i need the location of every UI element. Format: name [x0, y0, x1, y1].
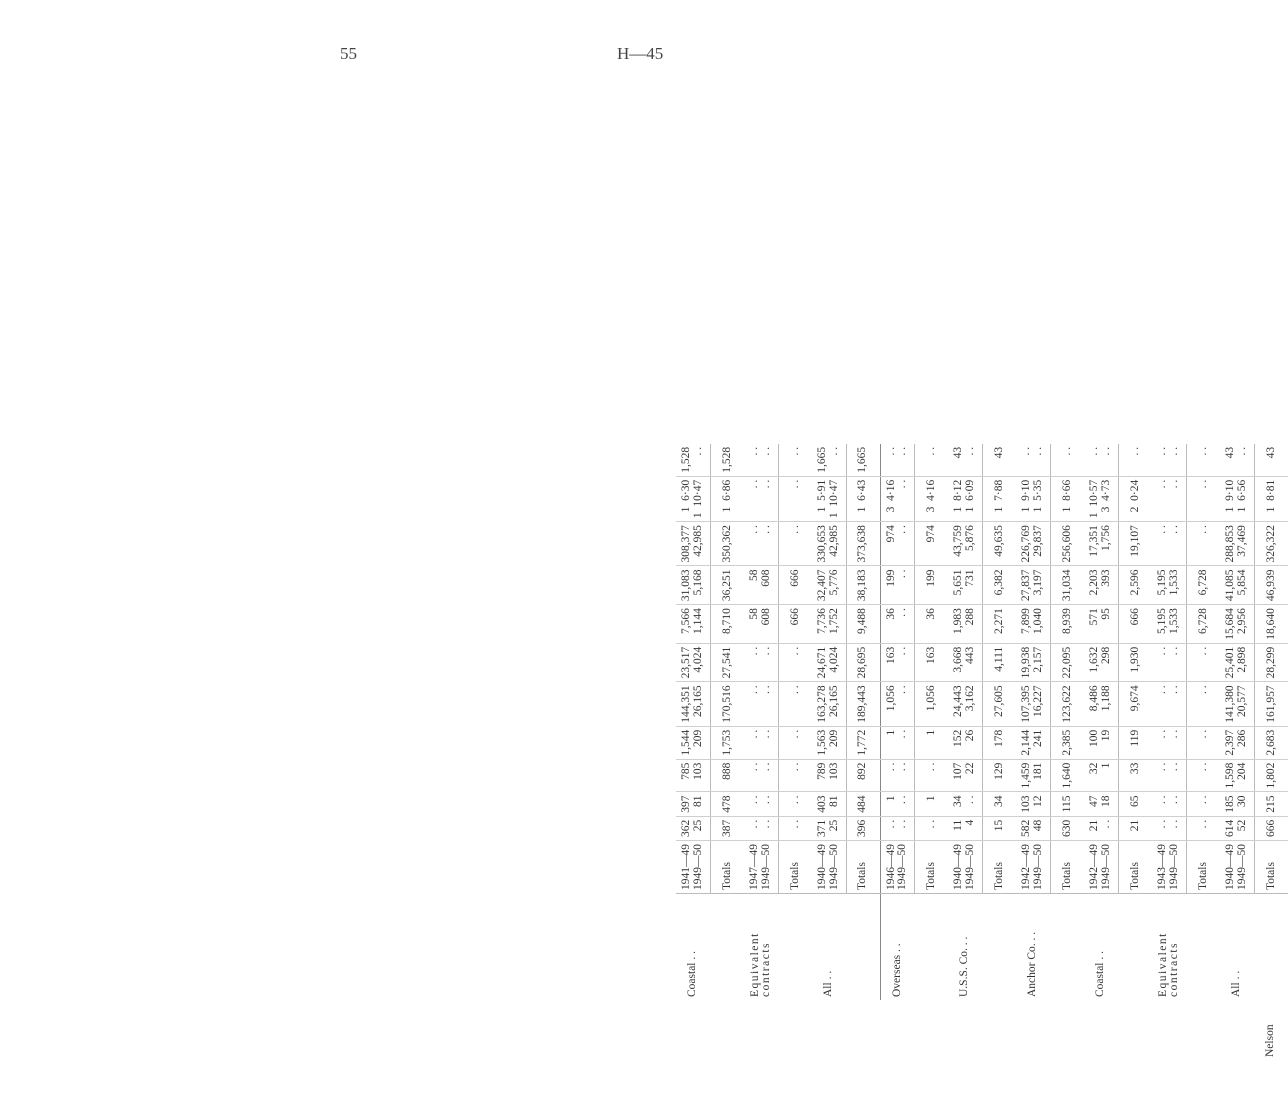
- value-cell-c3: . .: [1186, 759, 1220, 792]
- value-cell-c3: . .: [778, 759, 812, 792]
- value-cell-c8: 46,939: [1254, 566, 1288, 605]
- value-cell-c9: . .: [1186, 522, 1220, 566]
- district-cell: [778, 1000, 812, 1060]
- table-row: [744, 444, 778, 1060]
- table-row: [676, 444, 710, 1060]
- value-cell-c2: 1 . .: [880, 792, 914, 816]
- value-cell-c11: . . . .: [1016, 444, 1050, 476]
- value-cell-c7: 666: [778, 605, 812, 644]
- value-cell-c7: 6,728: [1186, 605, 1220, 644]
- totals-row: [1186, 444, 1220, 1060]
- value-cell-c1: . .: [778, 816, 812, 840]
- value-cell-c9: 49,635: [982, 522, 1016, 566]
- value-cell-c4: 1,563 209: [812, 726, 846, 759]
- district-cell: [744, 1000, 778, 1060]
- value-cell-c4: 119: [1118, 726, 1152, 759]
- value-cell-c9: 326,322: [1254, 522, 1288, 566]
- service-type-cell: [982, 894, 1016, 1001]
- value-cell-c7: 571 95: [1084, 605, 1118, 644]
- value-cell-c3: 785 103: [676, 759, 710, 792]
- service-type-cell: Coastal . .: [1094, 951, 1107, 997]
- totals-row: [846, 444, 880, 1060]
- service-type-cell: Anchor Co. . .: [1026, 931, 1039, 997]
- years-cell: 1947—49 1949—50: [744, 841, 778, 894]
- value-cell-c2: 484: [846, 792, 880, 816]
- value-cell-c11: . . . .: [1152, 444, 1186, 476]
- value-cell-c4: 1,753: [710, 726, 744, 759]
- service-type-cell: Coastal . .: [686, 951, 699, 997]
- value-cell-c2: 1: [914, 792, 948, 816]
- value-cell-c6: 4,111: [982, 643, 1016, 682]
- value-cell-c7: 58 608: [744, 605, 778, 644]
- value-cell-c11: 1,665 . .: [812, 444, 846, 476]
- value-cell-c7: 2,271: [982, 605, 1016, 644]
- page-reference: H—45: [617, 44, 664, 63]
- value-cell-c4: . . . .: [744, 726, 778, 759]
- years-cell: Totals: [914, 841, 948, 894]
- value-cell-c6: 1,632 298: [1084, 643, 1118, 682]
- value-cell-c2: . .: [778, 792, 812, 816]
- value-cell-c7: 7,899 1,040: [1016, 605, 1050, 644]
- district-cell: [710, 1000, 744, 1060]
- value-cell-c10: . . . .: [744, 476, 778, 521]
- value-cell-c5: . .: [1186, 682, 1220, 726]
- value-cell-c1: 362 25: [676, 816, 710, 840]
- totals-row: [710, 444, 744, 1060]
- value-cell-c4: . . . .: [1152, 726, 1186, 759]
- value-cell-c10: 1 7·88: [982, 476, 1016, 521]
- value-cell-c5: 1,056 . .: [880, 682, 914, 726]
- value-cell-c1: . . . .: [744, 816, 778, 840]
- service-type-cell: [1254, 894, 1288, 1001]
- value-cell-c11: 43: [982, 444, 1016, 476]
- value-cell-c8: 32,407 5,776: [812, 566, 846, 605]
- service-type-cell: [1050, 894, 1084, 1001]
- value-cell-c6: 23,517 4,024: [676, 643, 710, 682]
- totals-row: [778, 444, 812, 1060]
- value-cell-c10: 1 8·66: [1050, 476, 1084, 521]
- value-cell-c9: 308,377 42,985: [676, 522, 710, 566]
- value-cell-c9: . . . .: [744, 522, 778, 566]
- value-cell-c3: . . . .: [744, 759, 778, 792]
- value-cell-c3: 888: [710, 759, 744, 792]
- value-cell-c10: 1 9·10 1 6·56: [1220, 476, 1254, 521]
- value-cell-c10: 3 4·16 . .: [880, 476, 914, 521]
- value-cell-c4: 2,385: [1050, 726, 1084, 759]
- service-type-cell: Overseas . .: [880, 894, 914, 1001]
- district-cell: [1220, 1000, 1254, 1060]
- value-cell-c6: 28,695: [846, 643, 880, 682]
- value-cell-c8: 31,083 5,168: [676, 566, 710, 605]
- value-cell-c9: 17,351 1,756: [1084, 522, 1118, 566]
- years-cell: 1943—49 1949—50: [1152, 841, 1186, 894]
- value-cell-c9: 19,107: [1118, 522, 1152, 566]
- value-cell-c9: . . . .: [1152, 522, 1186, 566]
- value-cell-c8: 199 . .: [880, 566, 914, 605]
- value-cell-c10: 1 9·10 1 5·35: [1016, 476, 1050, 521]
- value-cell-c1: . .: [914, 816, 948, 840]
- district-cell: [1050, 1000, 1084, 1060]
- value-cell-c3: 1,459 181: [1016, 759, 1050, 792]
- value-cell-c4: 2,683: [1254, 726, 1288, 759]
- district-cell: [846, 1000, 880, 1060]
- value-cell-c10: 1 8·12 1 6·09: [948, 476, 982, 521]
- totals-row: [914, 444, 948, 1060]
- value-cell-c1: 630: [1050, 816, 1084, 840]
- value-cell-c6: 25,401 2,898: [1220, 643, 1254, 682]
- district-cell: [812, 1000, 846, 1060]
- value-cell-c6: 28,299: [1254, 643, 1288, 682]
- value-cell-c2: 185 30: [1220, 792, 1254, 816]
- value-cell-c10: . .: [1186, 476, 1220, 521]
- table-row: [1220, 444, 1254, 1060]
- value-cell-c11: 1,528 . .: [676, 444, 710, 476]
- service-type-cell: All . .: [822, 970, 835, 997]
- value-cell-c1: . . . .: [1152, 816, 1186, 840]
- district-cell: [1186, 1000, 1220, 1060]
- value-cell-c4: 178: [982, 726, 1016, 759]
- value-cell-c11: . . . .: [880, 444, 914, 476]
- value-cell-c6: 19,938 2,157: [1016, 643, 1050, 682]
- years-cell: 1942—49 1949—50: [1084, 841, 1118, 894]
- value-cell-c2: . . . .: [744, 792, 778, 816]
- years-cell: 1942—49 1949—50: [1016, 841, 1050, 894]
- value-cell-c5: 189,443: [846, 682, 880, 726]
- value-cell-c4: 1 . .: [880, 726, 914, 759]
- value-cell-c7: 666: [1118, 605, 1152, 644]
- value-cell-c1: . . . .: [880, 816, 914, 840]
- value-cell-c11: . .: [1118, 444, 1152, 476]
- value-cell-c2: 397 81: [676, 792, 710, 816]
- value-cell-c6: 22,095: [1050, 643, 1084, 682]
- value-cell-c10: 3 4·16: [914, 476, 948, 521]
- value-cell-c11: 43: [1254, 444, 1288, 476]
- service-type-cell: [710, 894, 744, 1001]
- service-type-cell: All . .: [1230, 970, 1243, 997]
- value-cell-c5: . . . .: [1152, 682, 1186, 726]
- value-cell-c10: 2 0·24: [1118, 476, 1152, 521]
- value-cell-c1: 15: [982, 816, 1016, 840]
- value-cell-c4: . .: [778, 726, 812, 759]
- value-cell-c3: . . . .: [880, 759, 914, 792]
- value-cell-c4: 1,772: [846, 726, 880, 759]
- value-cell-c7: 7,566 1,144: [676, 605, 710, 644]
- value-cell-c8: 2,203 393: [1084, 566, 1118, 605]
- totals-row: [1254, 444, 1288, 1060]
- district-cell: [1152, 1000, 1186, 1060]
- value-cell-c11: . . . .: [744, 444, 778, 476]
- value-cell-c6: 27,541: [710, 643, 744, 682]
- years-cell: 1940—49 1949—50: [1220, 841, 1254, 894]
- value-cell-c7: 1,983 288: [948, 605, 982, 644]
- service-type-cell: [914, 894, 948, 1001]
- district-cell: [1016, 1000, 1050, 1060]
- value-cell-c1: 11 4: [948, 816, 982, 840]
- value-cell-c8: 6,728: [1186, 566, 1220, 605]
- value-cell-c1: 21 . .: [1084, 816, 1118, 840]
- rotated-table: [676, 444, 1288, 1060]
- value-cell-c8: 666: [778, 566, 812, 605]
- value-cell-c9: 974: [914, 522, 948, 566]
- value-cell-c11: 1,665: [846, 444, 880, 476]
- value-cell-c9: 256,606: [1050, 522, 1084, 566]
- years-cell: Totals: [778, 841, 812, 894]
- value-cell-c4: . .: [1186, 726, 1220, 759]
- value-cell-c3: 1,802: [1254, 759, 1288, 792]
- value-cell-c8: 2,596: [1118, 566, 1152, 605]
- value-cell-c11: . .: [1050, 444, 1084, 476]
- table-row: [1152, 444, 1186, 1060]
- service-type-cell: [846, 894, 880, 1001]
- value-cell-c2: 47 18: [1084, 792, 1118, 816]
- value-cell-c1: 396: [846, 816, 880, 840]
- value-cell-c3: . . . .: [1152, 759, 1186, 792]
- value-cell-c10: 1 6·43: [846, 476, 880, 521]
- value-cell-c5: 8,486 1,188: [1084, 682, 1118, 726]
- years-cell: Totals: [710, 841, 744, 894]
- district-cell: [914, 1000, 948, 1060]
- value-cell-c8: 5,651 731: [948, 566, 982, 605]
- value-cell-c3: 33: [1118, 759, 1152, 792]
- value-cell-c1: 666: [1254, 816, 1288, 840]
- district-cell: [1118, 1000, 1152, 1060]
- value-cell-c3: 107 22: [948, 759, 982, 792]
- page-number: 55: [340, 44, 357, 63]
- value-cell-c8: 5,195 1,533: [1152, 566, 1186, 605]
- value-cell-c5: 123,622: [1050, 682, 1084, 726]
- value-cell-c11: . .: [914, 444, 948, 476]
- value-cell-c3: 32 1: [1084, 759, 1118, 792]
- district-cell: [982, 1000, 1016, 1060]
- value-cell-c3: 1,598 204: [1220, 759, 1254, 792]
- table-row: [948, 444, 982, 1060]
- value-cell-c5: 161,957: [1254, 682, 1288, 726]
- value-cell-c7: 5,195 1,533: [1152, 605, 1186, 644]
- value-cell-c4: 100 19: [1084, 726, 1118, 759]
- value-cell-c2: 34: [982, 792, 1016, 816]
- value-cell-c2: 103 12: [1016, 792, 1050, 816]
- value-cell-c11: 43 . .: [948, 444, 982, 476]
- value-cell-c8: 41,085 5,854: [1220, 566, 1254, 605]
- value-cell-c2: . .: [1186, 792, 1220, 816]
- table-row: [880, 444, 914, 1060]
- value-cell-c10: 1 5·91 1 10·47: [812, 476, 846, 521]
- value-cell-c6: . .: [778, 643, 812, 682]
- district-cell: [948, 1000, 982, 1060]
- value-cell-c4: 2,397 286: [1220, 726, 1254, 759]
- value-cell-c10: 1 8·81: [1254, 476, 1288, 521]
- value-cell-c7: 36: [914, 605, 948, 644]
- value-cell-c1: 21: [1118, 816, 1152, 840]
- value-cell-c11: . .: [1186, 444, 1220, 476]
- value-cell-c4: 1: [914, 726, 948, 759]
- value-cell-c3: 1,640: [1050, 759, 1084, 792]
- value-cell-c6: 3,668 443: [948, 643, 982, 682]
- value-cell-c2: 478: [710, 792, 744, 816]
- value-cell-c9: 43,759 5,876: [948, 522, 982, 566]
- value-cell-c5: 24,443 3,162: [948, 682, 982, 726]
- value-cell-c5: 144,351 26,165: [676, 682, 710, 726]
- district-cell: [676, 1000, 710, 1060]
- value-cell-c10: . .: [778, 476, 812, 521]
- value-cell-c8: 199: [914, 566, 948, 605]
- years-cell: 1940—49 1949—50: [948, 841, 982, 894]
- years-cell: Totals: [1050, 841, 1084, 894]
- service-type-cell: [778, 894, 812, 1001]
- value-cell-c7: 7,736 1,752: [812, 605, 846, 644]
- value-cell-c3: 129: [982, 759, 1016, 792]
- service-type-cell: Equivalent contracts: [748, 932, 772, 997]
- value-cell-c9: 974 . .: [880, 522, 914, 566]
- value-cell-c2: 115: [1050, 792, 1084, 816]
- value-cell-c7: 9,488: [846, 605, 880, 644]
- district-cell: [880, 1000, 914, 1060]
- years-cell: Totals: [1186, 841, 1220, 894]
- value-cell-c9: 226,769 29,837: [1016, 522, 1050, 566]
- district-cell: [1084, 1000, 1118, 1060]
- value-cell-c5: 170,516: [710, 682, 744, 726]
- service-type-cell: [1186, 894, 1220, 1001]
- value-cell-c9: 288,853 37,469: [1220, 522, 1254, 566]
- totals-row: [982, 444, 1016, 1060]
- value-cell-c5: . .: [778, 682, 812, 726]
- value-cell-c5: 163,278 26,165: [812, 682, 846, 726]
- table-row: [1016, 444, 1050, 1060]
- value-cell-c5: 141,380 20,577: [1220, 682, 1254, 726]
- value-cell-c7: 8,710: [710, 605, 744, 644]
- value-cell-c9: 373,638: [846, 522, 880, 566]
- value-cell-c5: 107,395 16,227: [1016, 682, 1050, 726]
- value-cell-c7: 8,939: [1050, 605, 1084, 644]
- value-cell-c2: 403 81: [812, 792, 846, 816]
- value-cell-c6: . . . .: [1152, 643, 1186, 682]
- value-cell-c6: 1,930: [1118, 643, 1152, 682]
- value-cell-c5: 1,056: [914, 682, 948, 726]
- value-cell-c3: . .: [914, 759, 948, 792]
- value-cell-c11: . . . .: [1084, 444, 1118, 476]
- years-cell: 1946—49 1949—50: [880, 841, 914, 894]
- service-type-cell: U.S.S. Co. . .: [958, 936, 971, 997]
- value-cell-c5: 9,674: [1118, 682, 1152, 726]
- years-cell: Totals: [846, 841, 880, 894]
- value-cell-c2: . . . .: [1152, 792, 1186, 816]
- value-cell-c4: 152 26: [948, 726, 982, 759]
- value-cell-c1: . .: [1186, 816, 1220, 840]
- table-row: [1084, 444, 1118, 1060]
- district-cell: Nelson: [1264, 1024, 1277, 1057]
- table-row: [812, 444, 846, 1060]
- value-cell-c6: 163: [914, 643, 948, 682]
- value-cell-c5: . . . .: [744, 682, 778, 726]
- value-cell-c8: 27,837 3,197: [1016, 566, 1050, 605]
- totals-row: [1118, 444, 1152, 1060]
- service-type-cell: Equivalent contracts: [1156, 932, 1180, 997]
- value-cell-c9: 330,653 42,985: [812, 522, 846, 566]
- value-cell-c2: 34 . .: [948, 792, 982, 816]
- value-cell-c10: 1 6·86: [710, 476, 744, 521]
- value-cell-c9: 350,362: [710, 522, 744, 566]
- value-cell-c1: 582 48: [1016, 816, 1050, 840]
- value-cell-c10: 1 10·57 3 4·73: [1084, 476, 1118, 521]
- statistics-table: [676, 444, 1288, 1060]
- value-cell-c8: 58 608: [744, 566, 778, 605]
- value-cell-c1: 371 25: [812, 816, 846, 840]
- value-cell-c5: 27,605: [982, 682, 1016, 726]
- value-cell-c1: 387: [710, 816, 744, 840]
- years-cell: Totals: [1254, 841, 1288, 894]
- value-cell-c6: 24,671 4,024: [812, 643, 846, 682]
- value-cell-c7: 18,640: [1254, 605, 1288, 644]
- value-cell-c8: 31,034: [1050, 566, 1084, 605]
- value-cell-c11: 43 . .: [1220, 444, 1254, 476]
- years-cell: 1940—49 1949—50: [812, 841, 846, 894]
- value-cell-c7: 36 . .: [880, 605, 914, 644]
- years-cell: 1941—49 1949—50: [676, 841, 710, 894]
- value-cell-c2: 215: [1254, 792, 1288, 816]
- value-cell-c4: 2,144 241: [1016, 726, 1050, 759]
- value-cell-c10: 1 6·30 1 10·47: [676, 476, 710, 521]
- value-cell-c8: 38,183: [846, 566, 880, 605]
- value-cell-c11: . .: [778, 444, 812, 476]
- value-cell-c3: 892: [846, 759, 880, 792]
- value-cell-c6: 163 . .: [880, 643, 914, 682]
- value-cell-c4: 1,544 209: [676, 726, 710, 759]
- years-cell: Totals: [982, 841, 1016, 894]
- value-cell-c6: . . . .: [744, 643, 778, 682]
- value-cell-c9: . .: [778, 522, 812, 566]
- value-cell-c6: . .: [1186, 643, 1220, 682]
- value-cell-c10: . . . .: [1152, 476, 1186, 521]
- years-cell: Totals: [1118, 841, 1152, 894]
- value-cell-c1: 614 52: [1220, 816, 1254, 840]
- value-cell-c2: 65: [1118, 792, 1152, 816]
- value-cell-c3: 789 103: [812, 759, 846, 792]
- value-cell-c7: 15,684 2,956: [1220, 605, 1254, 644]
- value-cell-c11: 1,528: [710, 444, 744, 476]
- value-cell-c8: 6,382: [982, 566, 1016, 605]
- value-cell-c8: 36,251: [710, 566, 744, 605]
- service-type-cell: [1118, 894, 1152, 1001]
- totals-row: [1050, 444, 1084, 1060]
